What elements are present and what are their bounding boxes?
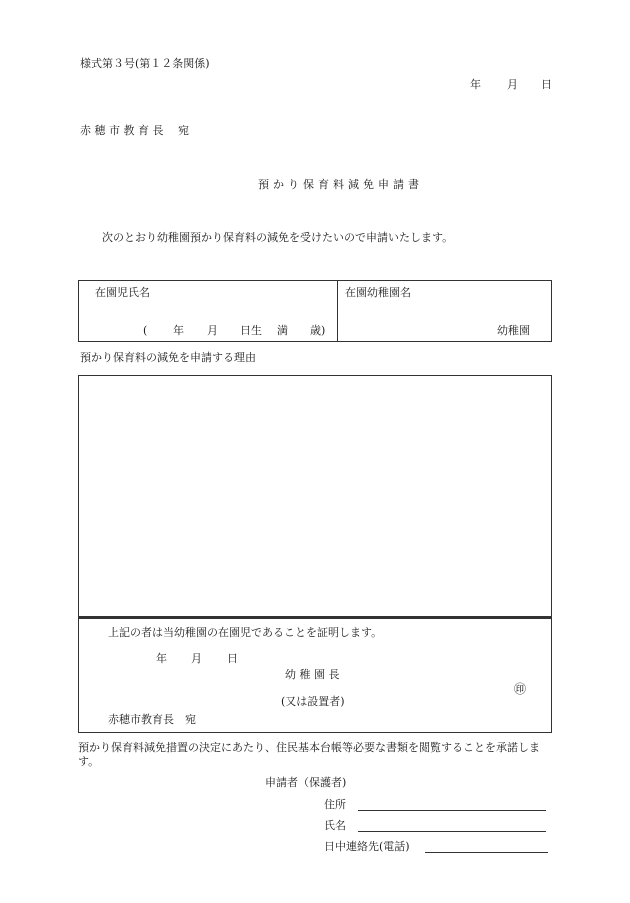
cert-month: 月 (191, 652, 202, 665)
birth-year: 年 (173, 324, 184, 337)
birth-month: 月 (207, 324, 218, 337)
birth-open: ( (143, 324, 148, 337)
consent-line-2: す。 (78, 755, 100, 768)
certification-statement: 上記の者は当幼稚園の在園児であることを証明します。 (108, 626, 383, 639)
reason-label: 預かり保育料の減免を申請する理由 (80, 351, 256, 364)
intro-text: 次のとおり幼稚園預かり保育料の減免を受けたいので申請いたします。 (102, 231, 454, 244)
or-founder-label: (又は設置者) (281, 695, 345, 708)
principal-label: 幼 稚 園 長 (285, 668, 340, 681)
date-month: 月 (507, 78, 518, 91)
birth-day: 日生 (240, 324, 262, 337)
phone-field[interactable] (425, 852, 548, 853)
cert-year: 年 (156, 652, 167, 665)
applicant-header: 申請者（保護者) (265, 776, 347, 789)
address-label: 住所 (324, 798, 346, 811)
consent-line-1: 預かり保育料減免措置の決定にあたり、住民基本台帳等必要な書類を閲覧することを承諾しま (78, 741, 540, 754)
child-name-label: 在園児氏名 (95, 286, 150, 299)
certification-addressee: 赤穂市教育長 宛 (108, 713, 196, 726)
name-label: 氏名 (324, 819, 346, 832)
kindergarten-label: 在園幼稚園名 (345, 286, 411, 299)
page-title: 預かり保育料減免申請書 (258, 178, 423, 191)
table-divider (337, 280, 338, 342)
kindergarten-suffix: 幼稚園 (497, 324, 530, 337)
addressee: 赤 穂 市 教 育 長 宛 (80, 124, 189, 137)
age-unit: 歳) (310, 324, 326, 337)
reason-box[interactable] (78, 375, 552, 617)
phone-label: 日中連絡先(電話) (324, 840, 410, 853)
name-field[interactable] (358, 831, 546, 832)
form-number: 様式第３号(第１２条関係) (80, 57, 210, 70)
age-label: 満 (277, 324, 288, 337)
seal-mark: ㊞ (514, 682, 527, 696)
cert-day: 日 (227, 652, 238, 665)
date-year: 年 (470, 78, 481, 91)
date-day: 日 (541, 78, 552, 91)
address-field[interactable] (358, 810, 546, 811)
